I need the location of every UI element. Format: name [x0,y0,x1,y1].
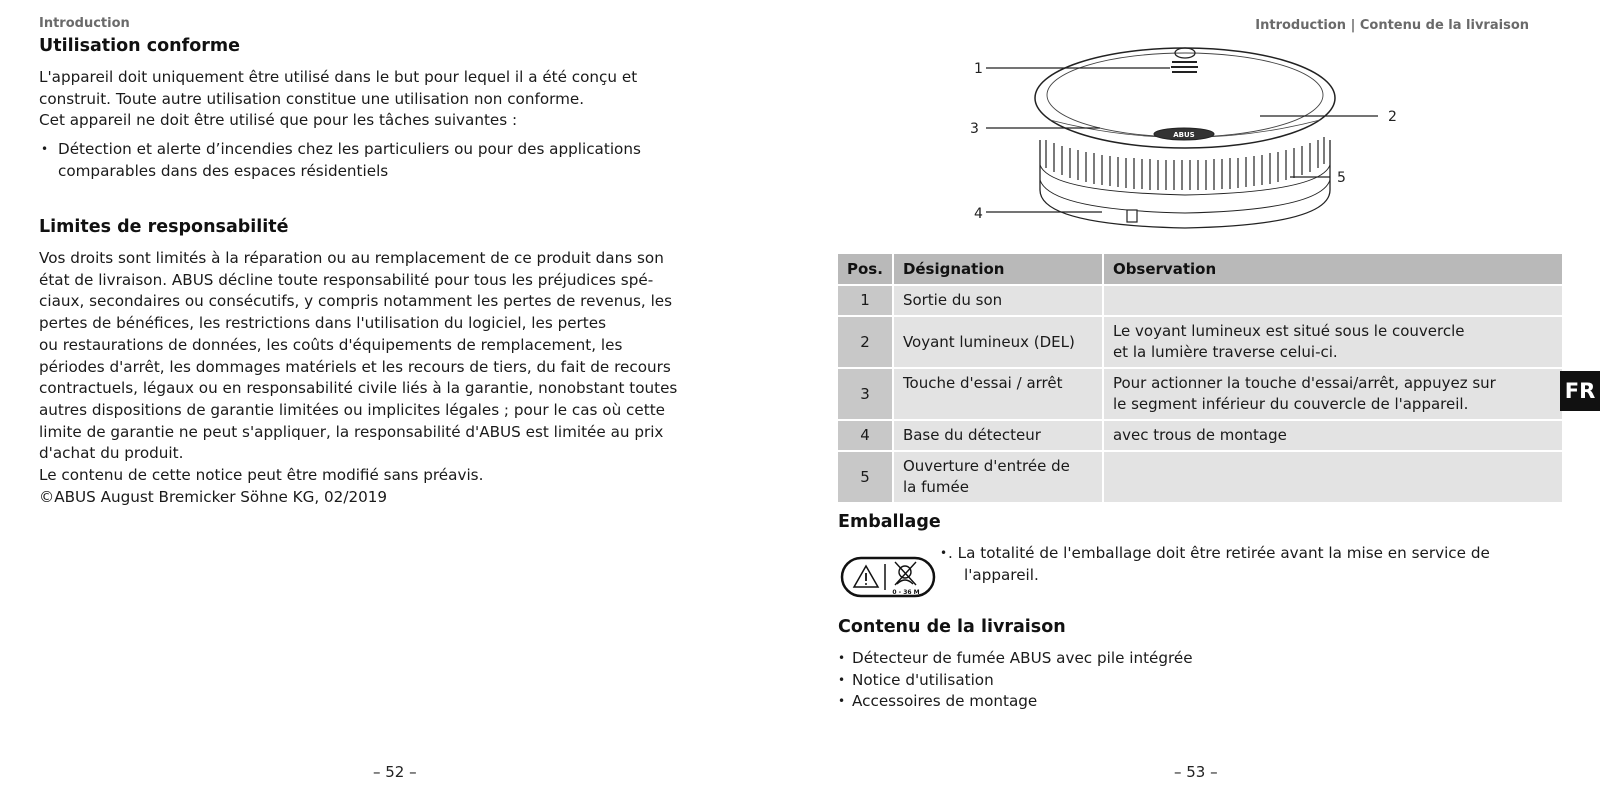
callout-4: 4 [974,206,983,222]
right-page [800,0,1600,801]
text-line: d'achat du produit. [39,444,184,463]
table-row [838,451,1562,503]
text-line: construit. Toute autre utilisation constitue une utilisation non conforme. [39,89,585,108]
text-line: périodes d'arrêt, les dommages matériels et les recours de tiers, du fait de recours [39,357,671,376]
cell-observation [1103,451,1562,503]
text-line: . La totalité de l'emballage doit être retirée avant la mise en service de [948,544,1490,562]
delivery-list [836,648,1193,713]
list-item: • Accessoires de montage [836,691,1193,713]
text-line: la fumée [902,478,969,496]
cell-observation [1103,368,1562,420]
text-line: Le contenu de cette notice peut être modifié sans préavis. [39,466,484,485]
table-row [838,420,1562,451]
running-head-left: Introduction [39,16,130,31]
text-line: autres dispositions de garantie limitées ou implicites légales ; pour le cas où cette [39,400,665,419]
text-line: ©ABUS August Bremicker Söhne KG, 02/2019 [39,487,388,506]
utilisation-bullet-list [39,139,641,182]
text-line: ou restaurations de données, les coûts d'équipements de remplacement, les [39,335,623,354]
header-pos: Pos. [838,254,893,285]
header-observation: Observation [1103,254,1562,285]
table-row [838,368,1562,420]
table-row [838,285,1562,316]
list-item: • Notice d'utilisation [836,670,1193,692]
text-line: état de livraison. ABUS décline toute responsabilité pour tous les préjudices spé- [39,270,654,289]
callout-1: 1 [974,61,983,77]
cell-pos: 2 [838,316,893,368]
text-line: et la lumière traverse celui-ci. [1112,343,1338,361]
text-line: l'appareil. [964,565,1039,584]
text-line: pertes de bénéfices, les restrictions dans l'utilisation du logiciel, les pertes [39,314,607,333]
language-tab: FR [1560,371,1600,411]
table-row [838,316,1562,368]
packaging-warning-icon [840,556,936,598]
text-line: Base du détecteur [902,426,1041,444]
text-line: Vos droits sont limités à la réparation ou au remplacement de ce produit dans son [39,249,664,267]
parts-table [838,254,1562,504]
list-item [39,139,641,182]
text-line: ciaux, secondaires ou consécutifs, y compris notamment les pertes de revenus, les [39,292,673,311]
text-line: comparables dans des espaces résidentiels [58,161,389,180]
text-line: L'appareil doit uniquement être utilisé dans le but pour lequel il a été conçu et [39,68,638,86]
text-line: • Détection et alerte d’incendies chez les particuliers ou pour des applications [58,140,641,158]
cell-pos: 5 [838,451,893,503]
smoke-detector-figure [960,40,1420,240]
text-line: le segment inférieur du couvercle de l'appareil. [1112,395,1469,413]
callout-5: 5 [1337,170,1346,186]
text-line: contractuels, légaux ou en responsabilité civile liés à la garantie, nonobstant toutes [39,379,678,398]
text-line: Voyant lumineux (DEL) [902,332,1075,351]
packaging-note [942,543,1562,586]
text-line: Ouverture d'entrée de [902,457,1070,475]
text-line: Pour actionner la touche d'essai/arrêt, appuyez sur [1112,374,1496,392]
list-item: • Détecteur de fumée ABUS avec pile intégrée [836,648,1193,670]
header-designation: Désignation [893,254,1103,285]
cell-pos: 4 [838,420,893,451]
page-number-left: – 52 – [373,763,417,781]
limites-paragraph [39,248,677,508]
text-line: Le voyant lumineux est situé sous le couvercle [1112,322,1465,340]
cell-pos: 3 [838,368,893,420]
callout-3: 3 [970,121,979,137]
text-line: Sortie du son [902,291,1003,309]
text-line: avec trous de montage [1112,426,1287,444]
text-line: Touche d'essai / arrêt [902,374,1063,392]
running-head-right: Introduction | Contenu de la livraison [1255,18,1529,33]
section-title-emballage: Emballage [838,512,941,532]
page-number-right: – 53 – [1174,763,1218,781]
cell-observation [1103,316,1562,368]
cell-pos: 1 [838,285,893,316]
utilisation-paragraph [39,67,637,132]
cell-designation [893,420,1103,451]
section-title-limites: Limites de responsabilité [39,217,289,237]
text-line: limite de garantie ne peut s'appliquer, la responsabilité d'ABUS est limitée au prix [39,422,664,441]
bullet-marker: • [940,546,948,560]
cell-designation [893,451,1103,503]
cell-designation [893,285,1103,316]
figure-logo-text: ABUS [1173,131,1195,139]
age-label: 0 - 36 M [892,589,920,596]
cell-observation [1103,420,1562,451]
cell-designation [893,368,1103,420]
cell-designation [893,316,1103,368]
callout-2: 2 [1388,109,1397,125]
section-title-contenu: Contenu de la livraison [838,617,1066,637]
cell-observation [1103,285,1562,316]
section-title-utilisation: Utilisation conforme [39,36,240,56]
text-line: Cet appareil ne doit être utilisé que pour les tâches suivantes : [39,111,518,130]
table-header-row [838,254,1562,285]
